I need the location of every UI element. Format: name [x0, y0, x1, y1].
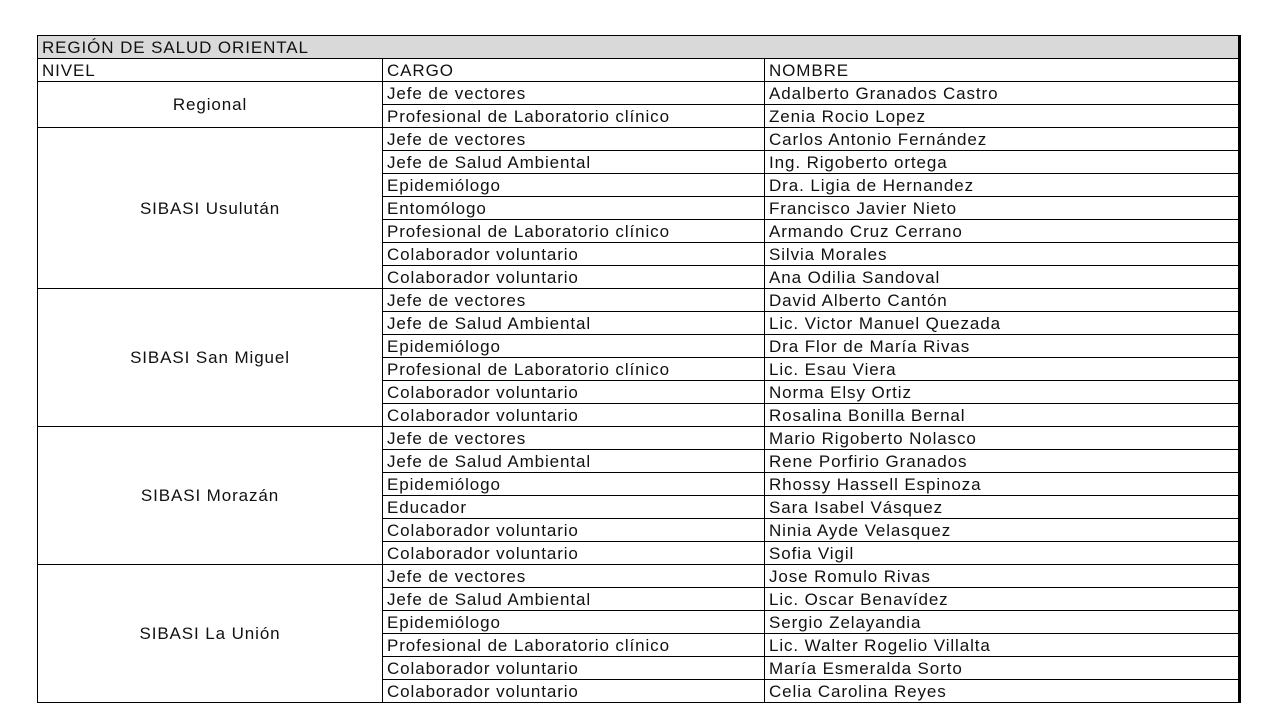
- cargo-cell: Jefe de Salud Ambiental: [383, 588, 765, 611]
- nombre-cell: David Alberto Cantón: [765, 289, 1240, 312]
- nombre-cell: Sara Isabel Vásquez: [765, 496, 1240, 519]
- table-row: [38, 289, 1240, 312]
- nombre-cell: Zenia Rocio Lopez: [765, 105, 1240, 128]
- cargo-cell: Epidemiólogo: [383, 335, 765, 358]
- table-row: [38, 565, 1240, 588]
- cargo-cell: Profesional de Laboratorio clínico: [383, 105, 765, 128]
- nombre-cell: Mario Rigoberto Nolasco: [765, 427, 1240, 450]
- table-row: [38, 128, 1240, 151]
- nombre-cell: Ana Odilia Sandoval: [765, 266, 1240, 289]
- nombre-cell: Lic. Walter Rogelio Villalta: [765, 634, 1240, 657]
- staff-table-body: [38, 36, 1240, 703]
- nombre-cell: Silvia Morales: [765, 243, 1240, 266]
- cargo-cell: Educador: [383, 496, 765, 519]
- cargo-cell: Jefe de vectores: [383, 565, 765, 588]
- header-nombre: NOMBRE: [765, 59, 1240, 82]
- nombre-cell: Norma Elsy Ortiz: [765, 381, 1240, 404]
- cargo-cell: Profesional de Laboratorio clínico: [383, 220, 765, 243]
- nombre-cell: Dra Flor de María Rivas: [765, 335, 1240, 358]
- cargo-cell: Colaborador voluntario: [383, 243, 765, 266]
- cargo-cell: Colaborador voluntario: [383, 266, 765, 289]
- cargo-cell: Colaborador voluntario: [383, 657, 765, 680]
- nivel-cell: SIBASI Morazán: [38, 427, 383, 565]
- nivel-cell: SIBASI San Miguel: [38, 289, 383, 427]
- nombre-cell: Sergio Zelayandia: [765, 611, 1240, 634]
- cargo-cell: Epidemiólogo: [383, 473, 765, 496]
- cargo-cell: Profesional de Laboratorio clínico: [383, 358, 765, 381]
- cargo-cell: Epidemiólogo: [383, 174, 765, 197]
- cargo-cell: Colaborador voluntario: [383, 542, 765, 565]
- nombre-cell: Lic. Victor Manuel Quezada: [765, 312, 1240, 335]
- nombre-cell: María Esmeralda Sorto: [765, 657, 1240, 680]
- nombre-cell: Rhossy Hassell Espinoza: [765, 473, 1240, 496]
- nombre-cell: Lic. Esau Viera: [765, 358, 1240, 381]
- table-title: REGIÓN DE SALUD ORIENTAL: [38, 36, 1240, 59]
- header-nivel: NIVEL: [38, 59, 383, 82]
- nombre-cell: Francisco Javier Nieto: [765, 197, 1240, 220]
- cargo-cell: Jefe de Salud Ambiental: [383, 312, 765, 335]
- nivel-cell: SIBASI Usulután: [38, 128, 383, 289]
- nombre-cell: Dra. Ligia de Hernandez: [765, 174, 1240, 197]
- nombre-cell: Ing. Rigoberto ortega: [765, 151, 1240, 174]
- cargo-cell: Jefe de vectores: [383, 427, 765, 450]
- table-row: [38, 82, 1240, 105]
- cargo-cell: Colaborador voluntario: [383, 519, 765, 542]
- staff-table: [37, 35, 1241, 703]
- nombre-cell: Carlos Antonio Fernández: [765, 128, 1240, 151]
- nivel-cell: Regional: [38, 82, 383, 128]
- nombre-cell: Rosalina Bonilla Bernal: [765, 404, 1240, 427]
- nombre-cell: Jose Romulo Rivas: [765, 565, 1240, 588]
- nombre-cell: Ninia Ayde Velasquez: [765, 519, 1240, 542]
- cargo-cell: Jefe de Salud Ambiental: [383, 450, 765, 473]
- nombre-cell: Adalberto Granados Castro: [765, 82, 1240, 105]
- nombre-cell: Lic. Oscar Benavídez: [765, 588, 1240, 611]
- table-row: [38, 427, 1240, 450]
- cargo-cell: Jefe de vectores: [383, 82, 765, 105]
- cargo-cell: Jefe de vectores: [383, 289, 765, 312]
- cargo-cell: Jefe de Salud Ambiental: [383, 151, 765, 174]
- table-header-row: [38, 59, 1240, 82]
- header-cargo: CARGO: [383, 59, 765, 82]
- nombre-cell: Armando Cruz Cerrano: [765, 220, 1240, 243]
- cargo-cell: Colaborador voluntario: [383, 381, 765, 404]
- nombre-cell: Rene Porfirio Granados: [765, 450, 1240, 473]
- cargo-cell: Epidemiólogo: [383, 611, 765, 634]
- cargo-cell: Profesional de Laboratorio clínico: [383, 634, 765, 657]
- nombre-cell: Celia Carolina Reyes: [765, 680, 1240, 703]
- cargo-cell: Jefe de vectores: [383, 128, 765, 151]
- cargo-cell: Entomólogo: [383, 197, 765, 220]
- nombre-cell: Sofia Vigil: [765, 542, 1240, 565]
- cargo-cell: Colaborador voluntario: [383, 680, 765, 703]
- table-title-row: [38, 36, 1240, 59]
- cargo-cell: Colaborador voluntario: [383, 404, 765, 427]
- nivel-cell: SIBASI La Unión: [38, 565, 383, 703]
